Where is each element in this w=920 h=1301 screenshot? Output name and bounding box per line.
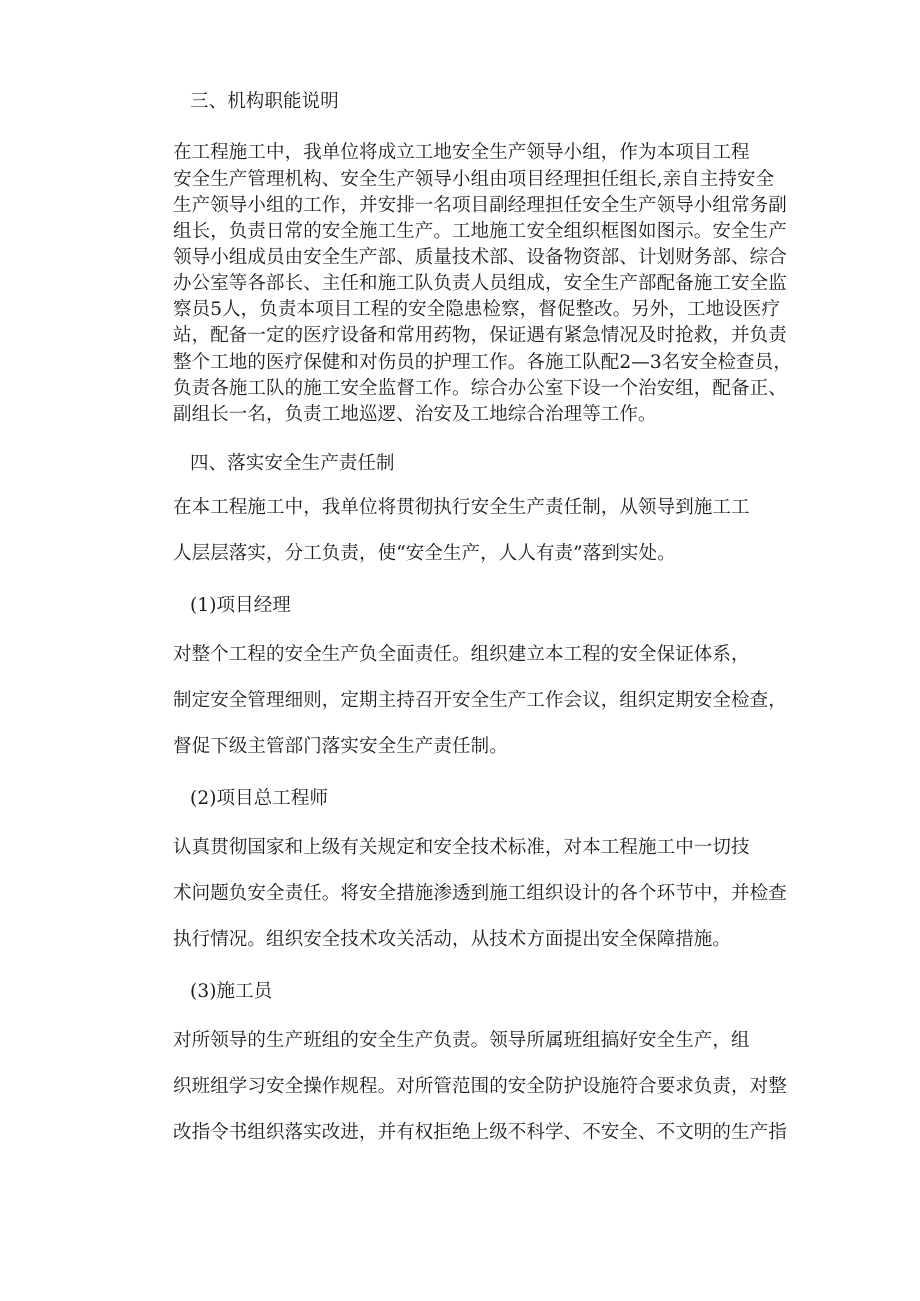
paragraph-line: 督促下级主管部门落实安全生产责任制。 — [173, 736, 508, 757]
paragraph-line: 安全生产管理机构、安全生产领导小组由项目经理担任组长,亲自主持安全 — [173, 169, 775, 190]
paragraph-line: 整个工地的医疗保健和对伤员的护理工作。各施工队配2—3名安全检查员， — [173, 352, 792, 373]
paragraph-line: 织班组学习安全操作规程。对所管范围的安全防护设施符合要求负责，对整 — [173, 1076, 787, 1097]
item-title-project-manager: (1)项目经理 — [190, 595, 291, 616]
paragraph-line: 术问题负安全责任。将安全措施渗透到施工组织设计的各个环节中，并检查 — [173, 883, 787, 904]
paragraph-line: 认真贯彻国家和上级有关规定和安全技术标准，对本工程施工中一切技 — [173, 837, 750, 858]
paragraph-line: 在工程施工中，我单位将成立工地安全生产领导小组，作为本项目工程 — [173, 142, 750, 163]
paragraph-line: 副组长一名，负责工地巡逻、治安及工地综合治理等工作。 — [173, 404, 657, 425]
section-heading-3: 三、机构职能说明 — [190, 91, 339, 112]
paragraph-line: 人层层落实，分工负责，使“安全生产，人人有责”落到实处。 — [173, 543, 676, 564]
paragraph-line: 领导小组成员由安全生产部、质量技术部、设备物资部、计划财务部、综合 — [173, 247, 787, 268]
paragraph-line: 改指令书组织落实改进，并有权拒绝上级不科学、不安全、不文明的生产指 — [173, 1122, 787, 1143]
paragraph-line: 对所领导的生产班组的安全生产负责。领导所属班组搞好安全生产，组 — [173, 1030, 750, 1051]
paragraph-line: 办公室等各部长、主任和施工队负责人员组成，安全生产部配备施工安全监 — [173, 273, 787, 294]
paragraph-line: 生产领导小组的工作，并安排一名项目副经理担任安全生产领导小组常务副 — [173, 195, 787, 216]
paragraph-line: 制定安全管理细则，定期主持召开安全生产工作会议，组织定期安全检查， — [173, 690, 787, 711]
paragraph-line: 组长，负责日常的安全施工生产。工地施工安全组织框图如图示。安全生产 — [173, 221, 787, 242]
paragraph-line: 执行情况。组织安全技术攻关活动，从技术方面提出安全保障措施。 — [173, 929, 732, 950]
item-title-chief-engineer: (2)项目总工程师 — [190, 788, 329, 809]
paragraph-line: 在本工程施工中，我单位将贯彻执行安全生产责任制，从领导到施工工 — [173, 497, 750, 518]
paragraph-line: 负责各施工队的施工安全监督工作。综合办公室下设一个治安组，配备正、 — [173, 378, 787, 399]
paragraph-line: 站，配备一定的医疗设备和常用药物，保证遇有紧急情况及时抢救，并负责 — [173, 325, 787, 346]
paragraph-line: 察员5人，负责本项目工程的安全隐患检察，督促整改。另外，工地设医疗 — [173, 299, 781, 320]
paragraph-line: 对整个工程的安全生产负全面责任。组织建立本工程的安全保证体系， — [173, 644, 750, 665]
item-title-construction-worker: (3)施工员 — [190, 981, 273, 1002]
section-heading-4: 四、落实安全生产责任制 — [190, 453, 395, 474]
